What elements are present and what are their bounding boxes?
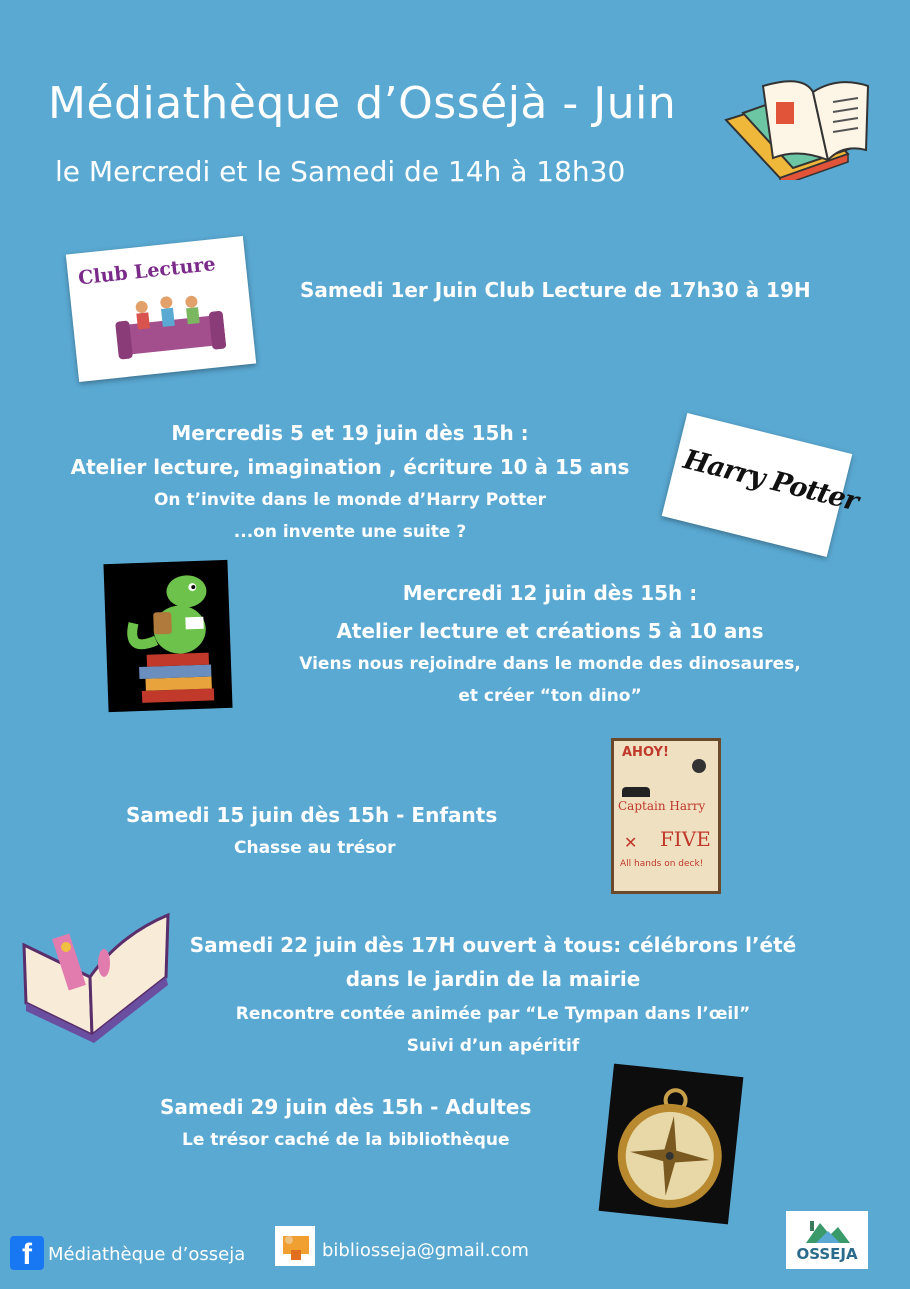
event-title: Mercredi 12 juin dès 15h : bbox=[402, 581, 698, 605]
club-lecture-label: Club Lecture bbox=[77, 253, 217, 290]
skull-icon bbox=[692, 759, 706, 773]
event-description: Rencontre contée animée par “Le Tympan dans l’œil” bbox=[235, 1004, 751, 1024]
event-title: Samedi 22 juin dès 17H ouvert à tous: célébrons l’été bbox=[189, 933, 797, 957]
captain-text: Captain Harry bbox=[618, 799, 706, 813]
event-subtitle: Atelier lecture et créations 5 à 10 ans bbox=[336, 619, 764, 643]
event-chasse-tresor bbox=[126, 798, 497, 864]
club-lecture-image bbox=[66, 236, 256, 382]
mountain-logo-icon bbox=[806, 1217, 850, 1243]
pirate-hat-icon bbox=[622, 787, 650, 797]
all-hands-text: All hands on deck! bbox=[620, 859, 704, 869]
event-description: Suivi d’un apéritif bbox=[406, 1036, 580, 1056]
harry-potter-logo-text: Harry Potter bbox=[680, 444, 862, 518]
event-subtitle: Chasse au trésor bbox=[234, 838, 396, 858]
page-subtitle: le Mercredi et le Samedi de 14h à 18h30 bbox=[55, 155, 626, 188]
event-club-lecture: Samedi 1er Juin Club Lecture de 17h30 à 19H bbox=[300, 278, 811, 302]
facebook-icon[interactable]: f bbox=[10, 1236, 44, 1270]
osseja-logo bbox=[786, 1211, 868, 1269]
event-description: ...on invente une suite ? bbox=[233, 522, 467, 542]
five-text: FIVE bbox=[660, 827, 711, 851]
email-icon bbox=[275, 1226, 315, 1266]
open-book-icon bbox=[20, 905, 172, 1045]
treasure-map-image bbox=[611, 738, 721, 894]
event-subtitle: dans le jardin de la mairie bbox=[345, 967, 641, 991]
sofa-readers-icon bbox=[110, 285, 227, 370]
ahoy-text: AHOY! bbox=[622, 745, 669, 760]
dino-reading-image bbox=[103, 560, 232, 712]
harry-potter-image bbox=[662, 413, 862, 557]
compass-image bbox=[599, 1064, 744, 1225]
event-fete-ete bbox=[168, 928, 818, 1062]
books-stack-icon bbox=[718, 68, 873, 180]
event-description: On t’invite dans le monde d’Harry Potter bbox=[153, 490, 547, 510]
event-harry-potter bbox=[40, 416, 660, 548]
event-adultes bbox=[160, 1090, 531, 1156]
x-mark-icon: ✕ bbox=[624, 833, 638, 852]
event-title: Samedi 15 juin dès 15h - Enfants bbox=[126, 803, 498, 827]
event-description: et créer “ton dino” bbox=[458, 686, 642, 706]
facebook-link[interactable]: Médiathèque d’osseja bbox=[48, 1244, 246, 1265]
event-subtitle: Le trésor caché de la bibliothèque bbox=[182, 1130, 510, 1150]
page-title: Médiathèque d’Osséjà - Juin bbox=[48, 78, 677, 129]
dinosaur-icon bbox=[103, 560, 232, 712]
event-title: Samedi 29 juin dès 15h - Adultes bbox=[160, 1095, 532, 1119]
email-link[interactable]: bibliosseja@gmail.com bbox=[322, 1240, 529, 1261]
osseja-logo-text: OSSEJA bbox=[796, 1245, 858, 1263]
event-title: Mercredis 5 et 19 juin dès 15h : bbox=[171, 421, 529, 445]
event-dinosaures bbox=[240, 576, 860, 712]
event-subtitle: Atelier lecture, imagination , écriture 10 à 15 ans bbox=[70, 455, 630, 479]
compass-icon bbox=[599, 1064, 744, 1225]
event-description: Viens nous rejoindre dans le monde des dinosaures, bbox=[299, 654, 801, 674]
